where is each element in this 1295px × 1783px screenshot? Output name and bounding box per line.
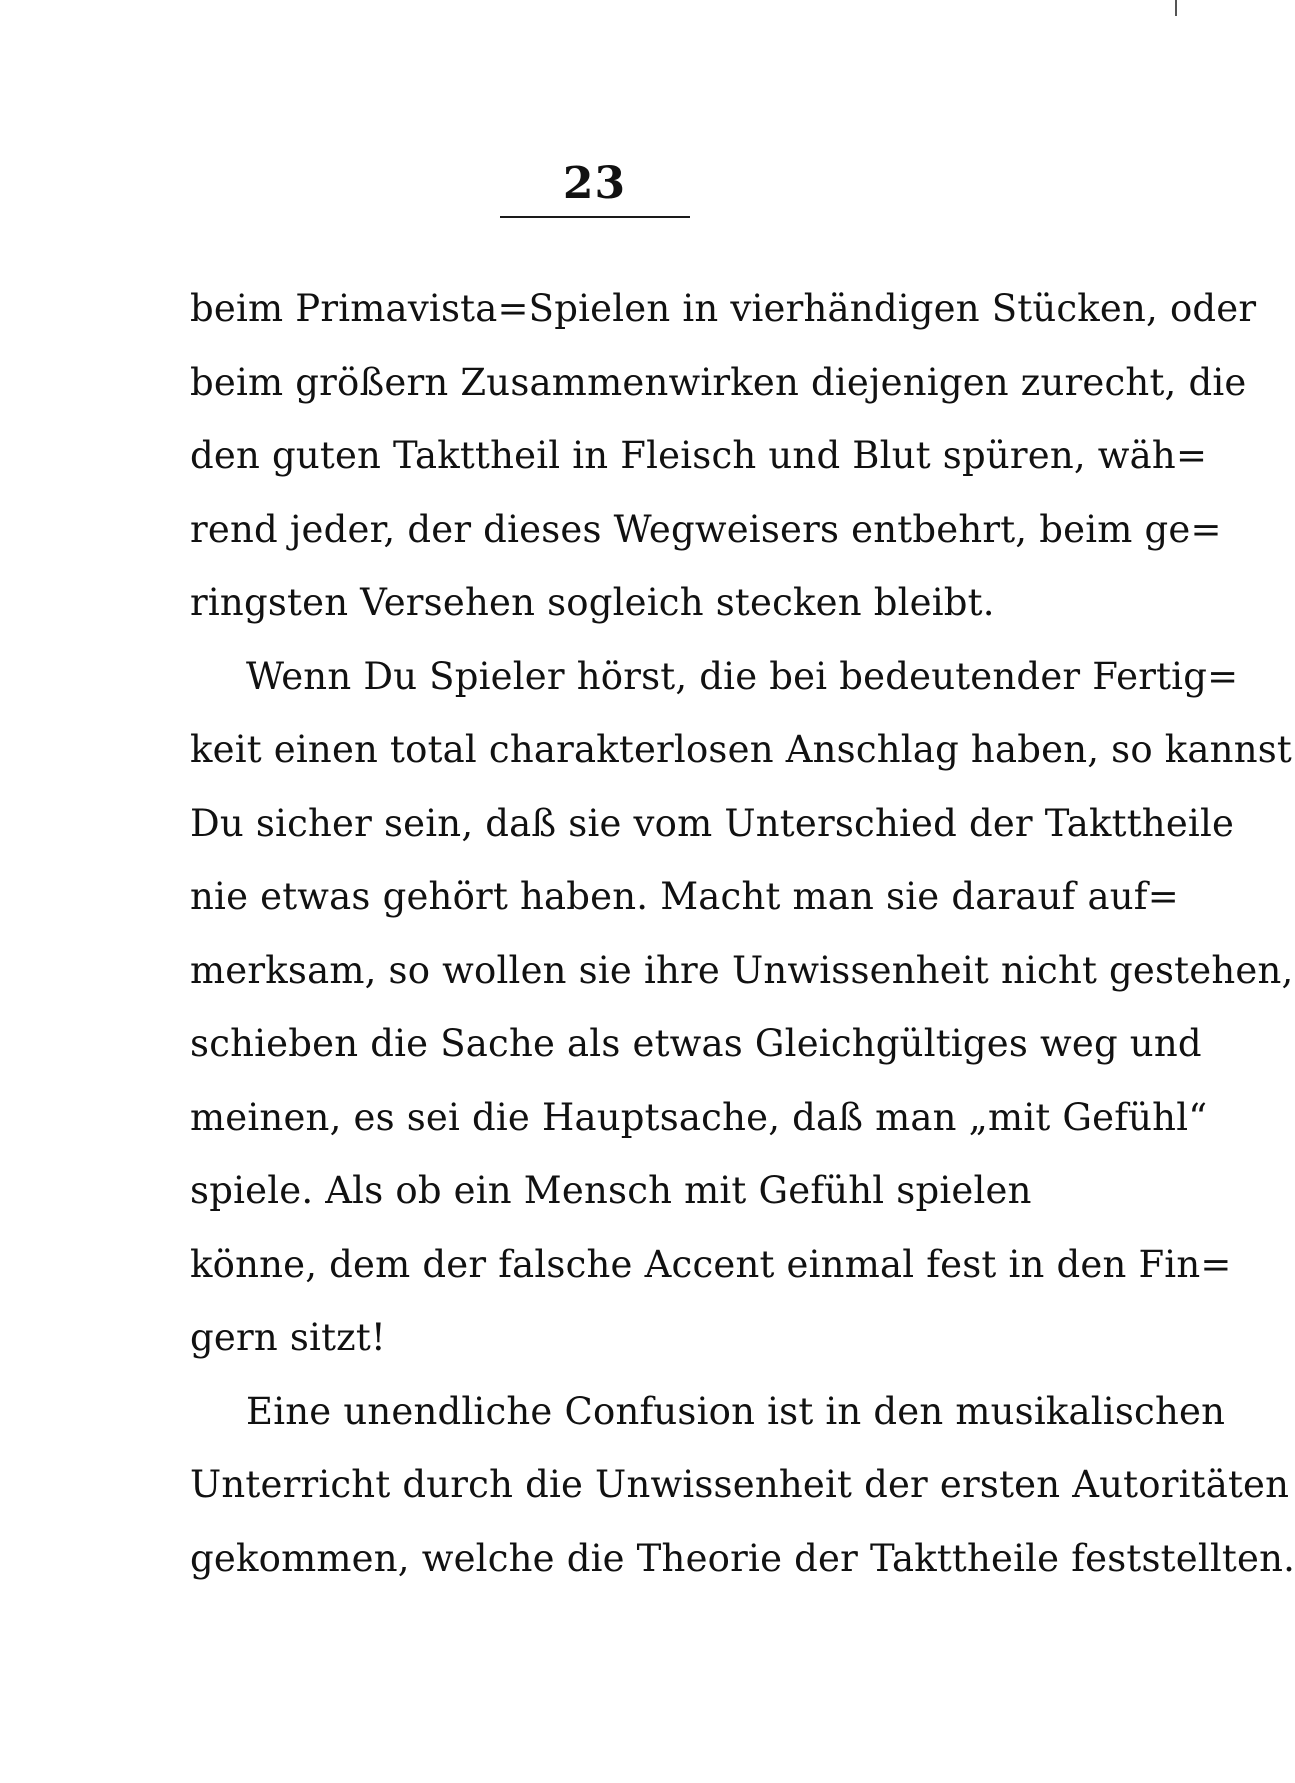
text-line: ringsten Versehen sogleich stecken bleibt. <box>190 581 995 624</box>
text-line: gekommen, welche die Theorie der Takttheile feststellten. <box>190 1536 1295 1580</box>
text-line: beim größern Zusammenwirken diejenigen zurecht, die <box>190 360 1247 404</box>
text-line: merksam, so wollen sie ihre Unwissenheit nicht gestehen, <box>190 948 1294 992</box>
text-line: Unterricht durch die Unwissenheit der ersten Autoritäten <box>190 1463 1290 1506</box>
header-rule <box>500 216 690 218</box>
text-line: Du sicher sein, daß sie vom Unterschied der Takttheile <box>190 801 1235 845</box>
text-line: könne, dem der falsche Accent einmal fest in den Fin= <box>190 1242 1232 1286</box>
text-line: meinen, es sei die Hauptsache, daß man „mit Gefühl“ <box>190 1095 1208 1139</box>
text-line: nie etwas gehört haben. Macht man sie darauf auf= <box>190 875 1179 918</box>
page-number: 23 <box>562 158 627 209</box>
text-line: Eine unendliche Confusion ist in den musikalischen <box>246 1389 1226 1433</box>
text-line: spiele. Als ob ein Mensch mit Gefühl spielen <box>190 1169 1032 1212</box>
text-line: rend jeder, der dieses Wegweisers entbehrt, beim ge= <box>190 507 1222 551</box>
body-text <box>190 272 1295 1595</box>
text-line: Wenn Du Spieler hörst, die bei bedeutender Fertig= <box>246 654 1239 698</box>
text-line: keit einen total charakterlosen Anschlag haben, so kannst <box>190 728 1292 771</box>
text-line: den guten Takttheil in Fleisch und Blut spüren, wäh= <box>190 434 1208 477</box>
text-line: schieben die Sache als etwas Gleichgültiges weg und <box>190 1022 1202 1065</box>
text-line: beim Primavista=Spielen in vierhändigen Stücken, oder <box>190 287 1257 330</box>
scan-edge-mark <box>1175 0 1177 16</box>
text-line: gern sitzt! <box>190 1316 386 1359</box>
